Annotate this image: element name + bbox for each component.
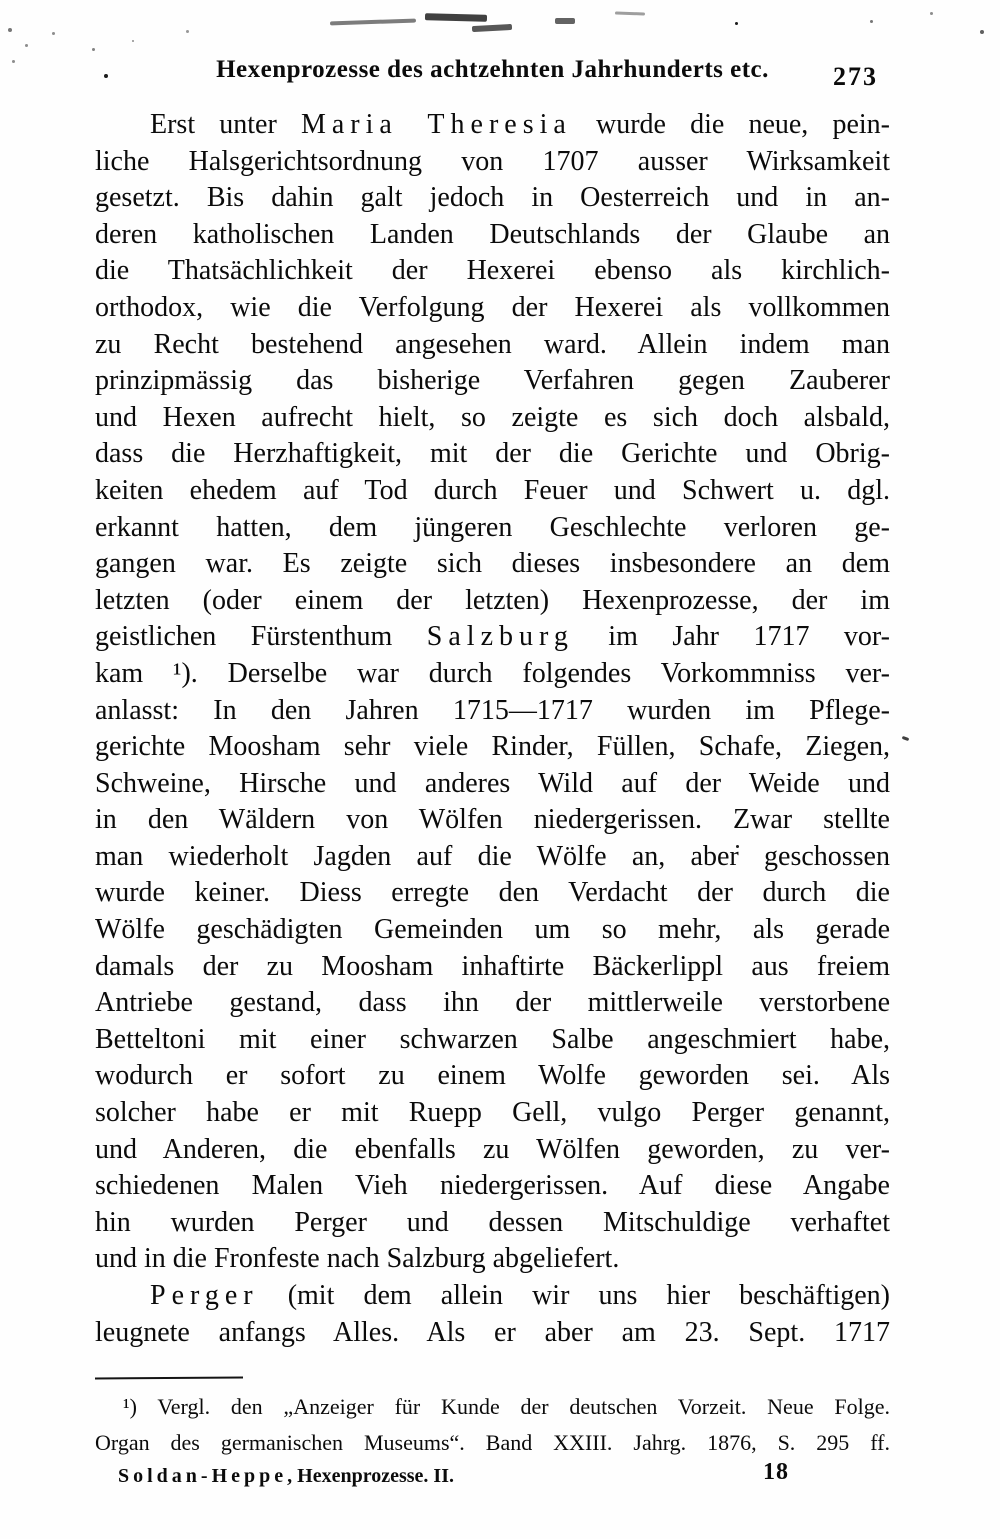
text-line: und Hexen aufrecht hielt, so zeigte es sich doch alsbald,: [95, 401, 890, 433]
text-line: gerichte Moosham sehr viele Rinder, Füllen, Schafe, Ziegen,: [95, 731, 890, 763]
scan-noise-streak: [555, 18, 575, 24]
scan-noise-speck: [12, 60, 15, 63]
footnote-line: ¹) Vergl. den „Anzeiger für Kunde der deutschen Vorzeit. Neue Folge.: [123, 1394, 890, 1419]
text-line: gesetzt. Bis dahin galt jedoch in Oesterreich und in an-: [95, 182, 890, 214]
text-line: Antriebe gestand, dass ihn der mittlerweile verstorbene: [95, 987, 890, 1019]
text-line: dass die Herzhaftigkeit, mit der die Gerichte und Obrig-: [95, 438, 890, 470]
text-line: [95, 1278, 890, 1315]
text-line: wurde keiner. Diess erregte den Verdacht der durch die: [95, 877, 890, 909]
text-line-segment: Erst unter: [150, 109, 301, 140]
text-line: Schweine, Hirsche und anderes Wild auf der Weide und: [95, 767, 890, 799]
text-line-segment: wurde die neue, pein-: [571, 109, 890, 140]
text-line: damals der zu Moosham inhaftirte Bäckerlippl aus freiem: [95, 950, 890, 982]
text-line: in den Wäldern von Wölfen niedergerissen. Zwar stellte: [95, 804, 890, 836]
text-line-segment: geistlichen Fürstenthum: [95, 621, 427, 653]
text-line-segment: (mit dem allein wir uns hier beschäftigen): [258, 1280, 890, 1311]
text-line: [95, 619, 890, 656]
scan-noise-speck: [186, 30, 189, 33]
emphasized-name: Salzburg: [426, 621, 574, 653]
signature-author: Soldan-Heppe: [118, 1465, 288, 1487]
text-line: letzten (oder einem der letzten) Hexenprozesse, der im: [95, 584, 890, 616]
scan-noise-streak: [615, 11, 645, 15]
text-line: anlasst: In den Jahren 1715—1717 wurden im Pflege-: [95, 694, 890, 726]
scan-noise-speck: [52, 32, 55, 35]
scan-noise-speck: [735, 22, 738, 25]
text-line: kam ¹). Derselbe war durch folgendes Vorkommniss ver-: [95, 657, 890, 689]
text-line: gangen war. Es zeigte sich dieses insbesondere an dem: [95, 548, 890, 580]
running-header-title: Hexenprozesse des achtzehnten Jahrhunderts etc.: [216, 56, 769, 83]
signature-title: , Hexenprozesse. II.: [287, 1465, 454, 1487]
emphasized-name: Maria Theresia: [300, 109, 572, 140]
text-line: prinzipmässig das bisherige Verfahren gegen Zauberer: [95, 365, 890, 397]
footnote-divider: [95, 1376, 243, 1379]
scan-noise-speck: [8, 28, 12, 32]
scan-noise-speck: [930, 12, 933, 15]
text-line: erkannt hatten, dem jüngeren Geschlechte verloren ge-: [95, 511, 890, 543]
footnote-line: Organ des germanischen Museums“. Band XXIII. Jahrg. 1876, S. 295 ff.: [95, 1430, 890, 1455]
text-line: orthodox, wie die Verfolgung der Hexerei als vollkommen: [95, 291, 890, 323]
scan-noise-speck: [980, 30, 984, 34]
body-text-block: [95, 107, 890, 1351]
text-line: liche Halsgerichtsordnung von 1707 ausser Wirksamkeit: [95, 145, 890, 177]
emphasized-name: Perger: [150, 1280, 259, 1311]
text-line: zu Recht bestehend angesehen ward. Allein indem man: [95, 328, 890, 360]
text-line: keiten ehedem auf Tod durch Feuer und Schwert u. dgl.: [95, 474, 890, 506]
book-signature-line: [118, 1465, 454, 1488]
scan-noise-streak: [330, 19, 416, 26]
sheet-number: 18: [763, 1459, 789, 1485]
text-line: und Anderen, die ebenfalls zu Wölfen geworden, zu ver-: [95, 1133, 890, 1165]
text-line: deren katholischen Landen Deutschlands der Glaube an: [95, 218, 890, 250]
text-line: man wiederholt Jagden auf die Wölfe an, aber geschossen: [95, 840, 890, 872]
text-line: [95, 107, 890, 144]
text-line: solcher habe er mit Ruepp Gell, vulgo Perger genannt,: [95, 1097, 890, 1129]
scan-noise-speck: [870, 20, 873, 23]
scan-noise-speck: [132, 40, 134, 42]
page-number: 273: [833, 62, 878, 91]
scan-noise-streak: [902, 736, 910, 741]
text-line: Betteltoni mit einer schwarzen Salbe angeschmiert habe,: [95, 1023, 890, 1055]
text-line-segment: im Jahr 1717 vor-: [573, 621, 890, 653]
text-line: schiedenen Malen Vieh niedergerissen. Auf diese Angabe: [95, 1170, 890, 1202]
text-line: die Thatsächlichkeit der Hexerei ebenso als kirchlich-: [95, 255, 890, 287]
text-line: und in die Fronfeste nach Salzburg abgeliefert.: [95, 1243, 620, 1275]
scan-noise-speck: [25, 44, 28, 47]
scan-noise-streak: [472, 24, 512, 32]
scan-noise-streak: [425, 13, 487, 22]
text-line: Wölfe geschädigten Gemeinden um so mehr, als gerade: [95, 914, 890, 946]
text-line: wodurch er sofort zu einem Wolfe geworden sei. Als: [95, 1060, 890, 1092]
footnote-block: [95, 1389, 890, 1461]
text-line: leugnete anfangs Alles. Als er aber am 23. Sept. 1717: [95, 1316, 890, 1348]
scan-noise-speck: [92, 48, 95, 51]
text-line: hin wurden Perger und dessen Mitschuldige verhaftet: [95, 1206, 890, 1238]
